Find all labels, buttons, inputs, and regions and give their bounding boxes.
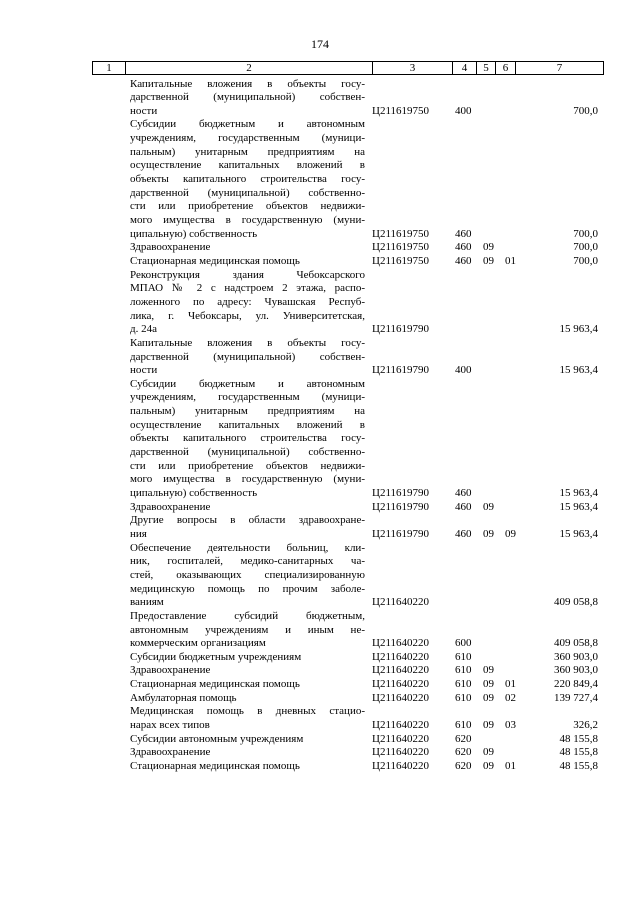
row-name-line: Амбулаторная помощь: [130, 691, 237, 704]
row-name-line: пальным) унитарным предприятиям на: [130, 405, 365, 418]
table-row: [0, 501, 640, 515]
table-header: [92, 61, 604, 75]
table-row: [0, 78, 640, 119]
row-sum: 700,0: [573, 241, 598, 254]
row-name: [130, 269, 365, 337]
table-row: [0, 705, 640, 732]
table-row: [0, 337, 640, 378]
row-code: Ц211619750: [372, 227, 430, 240]
table-row: [0, 760, 640, 774]
row-name-line: Медицинская помощь в дневных стацио-: [130, 705, 365, 718]
row-name-line: Другие вопросы в области здравоохране-: [130, 514, 365, 527]
header-col-5: 5: [477, 62, 496, 74]
row-name-line: пальным) унитарным предприятиям на: [130, 145, 365, 158]
row-expense-type: 620: [455, 732, 472, 745]
row-name-line: Субсидии бюджетным учреждениям: [130, 650, 302, 663]
row-name-line: медицинскую помощь по прочим заболе-: [130, 582, 365, 595]
row-name-line: Здравоохранение: [130, 500, 211, 513]
row-name: [130, 514, 365, 541]
row-name-line: коммерческим организациям: [130, 637, 266, 650]
row-section: 09: [483, 500, 494, 513]
row-sum: 360 903,0: [554, 664, 598, 677]
row-code: Ц211640220: [372, 596, 430, 609]
row-sum: 360 903,0: [554, 650, 598, 663]
row-sum: 48 155,8: [559, 732, 598, 745]
row-expense-type: 400: [455, 104, 472, 117]
row-name-line: д. 24а: [130, 323, 157, 336]
table-row: [0, 269, 640, 337]
row-name-line: ваниям: [130, 596, 164, 609]
row-name: [130, 378, 365, 501]
row-expense-type: 610: [455, 691, 472, 704]
row-name-line: Здравоохранение: [130, 664, 211, 677]
row-code: Ц211640220: [372, 650, 430, 663]
row-name: [130, 692, 365, 706]
row-name-line: Реконструкция здания Чебоксарского: [130, 268, 365, 281]
row-name-line: Субсидии автономным учреждениям: [130, 732, 304, 745]
row-name-line: дарственной (муниципальной) собственно-: [130, 186, 365, 199]
row-section: 09: [483, 664, 494, 677]
row-name: [130, 337, 365, 378]
row-code: Ц211640220: [372, 637, 430, 650]
row-name-line: Обеспечение деятельности больниц, кли-: [130, 541, 365, 554]
table-row: [0, 678, 640, 692]
header-col-3: 3: [373, 62, 453, 74]
header-col-7: 7: [556, 62, 563, 74]
row-sum: 15 963,4: [559, 364, 598, 377]
row-name-line: Стационарная медицинская помощь: [130, 760, 300, 772]
row-expense-type: 610: [455, 664, 472, 677]
row-expense-type: 460: [455, 527, 472, 540]
row-name-line: осуществление капитальных вложений в: [130, 159, 365, 172]
row-code: Ц211640220: [372, 691, 430, 704]
row-name: [130, 610, 365, 651]
row-code: Ц211640220: [372, 732, 430, 745]
row-name: [130, 746, 365, 760]
row-name: [130, 678, 365, 692]
row-code: Ц211619750: [372, 104, 430, 117]
table-row: [0, 664, 640, 678]
row-code: Ц211619790: [372, 486, 430, 499]
row-name-line: Субсидии бюджетным и автономным: [130, 118, 365, 131]
row-code: Ц211640220: [372, 746, 430, 759]
row-name: [130, 542, 365, 610]
row-name-line: осуществление капитальных вложений в: [130, 418, 365, 431]
row-sum: 48 155,8: [559, 759, 598, 772]
row-expense-type: 600: [455, 637, 472, 650]
row-name-line: стей, оказывающих специализированную: [130, 568, 365, 581]
table-row: [0, 610, 640, 651]
table-row: [0, 255, 640, 269]
row-name-line: ник, госпиталей, медико-санитарных ча-: [130, 555, 365, 568]
row-name: [130, 733, 365, 747]
row-expense-type: 460: [455, 500, 472, 513]
row-expense-type: 610: [455, 678, 472, 691]
header-col-6: 6: [496, 62, 516, 74]
row-section: 09: [483, 691, 494, 704]
row-name-line: нарах всех типов: [130, 719, 210, 732]
row-sum: 15 963,4: [559, 527, 598, 540]
row-name-line: автономным учреждениям и иным не-: [130, 623, 365, 636]
row-sum: 700,0: [573, 227, 598, 240]
row-section: 09: [483, 527, 494, 540]
row-name-line: ципальную) собственность: [130, 227, 258, 240]
row-name-line: объекты капитального строительства госу-: [130, 173, 365, 186]
row-name-line: Капитальные вложения в объекты госу-: [130, 336, 365, 349]
row-sum: 15 963,4: [559, 486, 598, 499]
row-code: Ц211640220: [372, 719, 430, 732]
row-expense-type: 460: [455, 254, 472, 267]
row-code: Ц211619790: [372, 364, 430, 377]
header-col-4: 4: [453, 62, 477, 74]
row-name-line: сти или приобретение объектов недвижи-: [130, 459, 365, 472]
row-expense-type: 400: [455, 364, 472, 377]
row-subsection: 02: [505, 691, 516, 704]
row-name-line: объекты капитального строительства госу-: [130, 432, 365, 445]
table-row: [0, 514, 640, 541]
row-code: Ц211619750: [372, 254, 430, 267]
row-code: Ц211640220: [372, 678, 430, 691]
row-sum: 409 058,8: [554, 596, 598, 609]
row-expense-type: 460: [455, 241, 472, 254]
row-name: [130, 255, 365, 269]
row-code: Ц211640220: [372, 664, 430, 677]
row-sum: 15 963,4: [559, 323, 598, 336]
row-name-line: МПАО № 2 с надстроем 2 этажа, распо-: [130, 282, 365, 295]
row-code: Ц211640220: [372, 759, 430, 772]
row-name: [130, 118, 365, 241]
row-section: 09: [483, 759, 494, 772]
row-code: Ц211619790: [372, 527, 430, 540]
row-sum: 220 849,4: [554, 678, 598, 691]
row-name: [130, 78, 365, 119]
row-code: Ц211619790: [372, 323, 430, 336]
row-name-line: сти или приобретение объектов недвижи-: [130, 200, 365, 213]
header-col-1: 1: [93, 62, 126, 74]
table-row: [0, 118, 640, 241]
row-section: 09: [483, 746, 494, 759]
row-sum: 326,2: [573, 719, 598, 732]
row-code: Ц211619790: [372, 500, 430, 513]
row-expense-type: 610: [455, 650, 472, 663]
row-name-line: дарственной (муниципальной) собствен-: [130, 350, 365, 363]
header-col-2: 2: [126, 62, 373, 74]
row-expense-type: 610: [455, 719, 472, 732]
row-expense-type: 460: [455, 486, 472, 499]
row-code: Ц211619750: [372, 241, 430, 254]
row-section: 09: [483, 719, 494, 732]
row-name-line: ности: [130, 364, 158, 377]
row-name: [130, 241, 365, 255]
row-name-line: лика, г. Чебоксары, ул. Университетская,: [130, 309, 365, 322]
table-row: [0, 241, 640, 255]
row-name-line: Здравоохранение: [130, 746, 211, 759]
row-expense-type: 620: [455, 759, 472, 772]
row-name-line: Предоставление субсидий бюджетным,: [130, 609, 365, 622]
row-expense-type: 620: [455, 746, 472, 759]
table-row: [0, 746, 640, 760]
row-sum: 700,0: [573, 254, 598, 267]
row-sum: 139 727,4: [554, 691, 598, 704]
row-sum: 15 963,4: [559, 500, 598, 513]
row-subsection: 03: [505, 719, 516, 732]
page-number: 174: [311, 37, 329, 51]
row-subsection: 01: [505, 759, 516, 772]
row-section: 09: [483, 678, 494, 691]
row-name-line: Здравоохранение: [130, 241, 211, 254]
row-subsection: 09: [505, 527, 516, 540]
row-name-line: дарственной (муниципальной) собственно-: [130, 446, 365, 459]
row-name-line: Стационарная медицинская помощь: [130, 254, 300, 267]
row-expense-type: 460: [455, 227, 472, 240]
row-sum: 700,0: [573, 104, 598, 117]
row-name: [130, 705, 365, 732]
row-name: [130, 760, 365, 774]
row-name-line: мого имущества в государственную (муни-: [130, 473, 365, 486]
table-row: [0, 542, 640, 610]
row-name: [130, 501, 365, 515]
row-name-line: учреждениям, государственным (муници-: [130, 132, 365, 145]
row-name-line: ложенного по адресу: Чувашская Респуб-: [130, 295, 365, 308]
row-sum: 48 155,8: [559, 746, 598, 759]
row-name: [130, 651, 365, 665]
row-name-line: ния: [130, 527, 147, 540]
row-name-line: учреждениям, государственным (муници-: [130, 391, 365, 404]
row-name-line: ности: [130, 104, 158, 117]
row-name-line: мого имущества в государственную (муни-: [130, 214, 365, 227]
table-row: [0, 733, 640, 747]
row-name-line: ципальную) собственность: [130, 487, 258, 500]
row-sum: 409 058,8: [554, 637, 598, 650]
row-subsection: 01: [505, 678, 516, 691]
row-section: 09: [483, 241, 494, 254]
row-name-line: дарственной (муниципальной) собствен-: [130, 91, 365, 104]
table-row: [0, 378, 640, 501]
row-name-line: Капитальные вложения в объекты госу-: [130, 77, 365, 90]
table-row: [0, 651, 640, 665]
row-name: [130, 664, 365, 678]
row-subsection: 01: [505, 254, 516, 267]
row-name-line: Субсидии бюджетным и автономным: [130, 377, 365, 390]
table-row: [0, 692, 640, 706]
row-name-line: Стационарная медицинская помощь: [130, 678, 300, 691]
row-section: 09: [483, 254, 494, 267]
